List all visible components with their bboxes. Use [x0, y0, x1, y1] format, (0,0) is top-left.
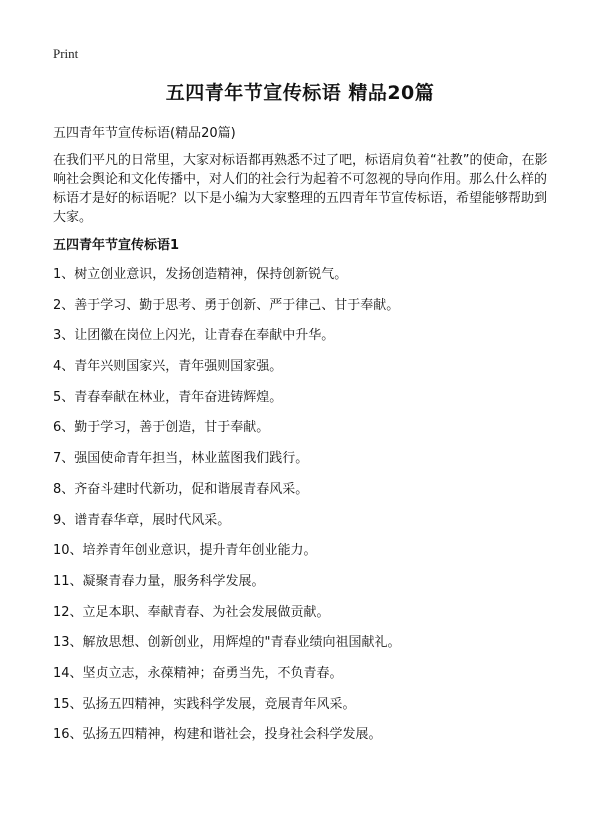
- slogan-item: 2、善于学习、勤于思考、勇于创新、严于律己、甘于奉献。: [53, 297, 400, 313]
- intro-paragraph: 在我们平凡的日常里，大家对标语都再熟悉不过了吧，标语肩负着“社教”的使命，在影响社会舆论和文化传播中，对人们的社会行为起着不可忽视的导向作用。那么什么样的标语才是好的标语呢？以下是小编为大家整理的五四青年节宣传标语，希望能够帮助到大家。: [53, 153, 548, 225]
- document-title: 五四青年节宣传标语 精品20篇: [165, 82, 435, 104]
- slogan-item: 3、让团徽在岗位上闪光，让青春在奉献中升华。: [53, 328, 335, 344]
- slogan-list: [53, 265, 573, 756]
- slogan-item: 10、培养青年创业意识，提升青年创业能力。: [53, 543, 317, 559]
- slogan-item: 6、勤于学习，善于创造，甘于奉献。: [53, 420, 270, 436]
- slogan-item: 11、凝聚青春力量，服务科学发展。: [53, 573, 265, 589]
- slogan-item: 14、坚贞立志，永葆精神；奋勇当先，不负青春。: [53, 665, 343, 681]
- slogan-item: 5、青春奉献在林业，青年奋进铸辉煌。: [53, 389, 283, 405]
- slogan-item: 13、解放思想、创新创业，用辉煌的"青春业绩向祖国献礼。: [53, 635, 401, 651]
- slogan-item: 1、树立创业意识，发扬创造精神，保持创新锐气。: [53, 267, 348, 282]
- slogan-item: 15、弘扬五四精神，实践科学发展，竞展青年风采。: [53, 696, 356, 712]
- slogan-item: 8、齐奋斗建时代新功，促和谐展青春风采。: [53, 481, 309, 497]
- section-heading: 五四青年节宣传标语1: [53, 238, 180, 253]
- print-label: Print: [53, 46, 79, 61]
- slogan-item: 4、青年兴则国家兴，青年强则国家强。: [53, 359, 283, 375]
- slogan-item: 7、强国使命青年担当，林业蓝图我们践行。: [53, 451, 309, 467]
- slogan-item: 12、立足本职、奉献青春、为社会发展做贡献。: [53, 604, 330, 620]
- document-subtitle: 五四青年节宣传标语(精品20篇): [53, 126, 236, 141]
- slogan-item: 9、谱青春华章，展时代风采。: [53, 512, 231, 528]
- slogan-item: 16、弘扬五四精神，构建和谐社会，投身社会科学发展。: [53, 727, 382, 743]
